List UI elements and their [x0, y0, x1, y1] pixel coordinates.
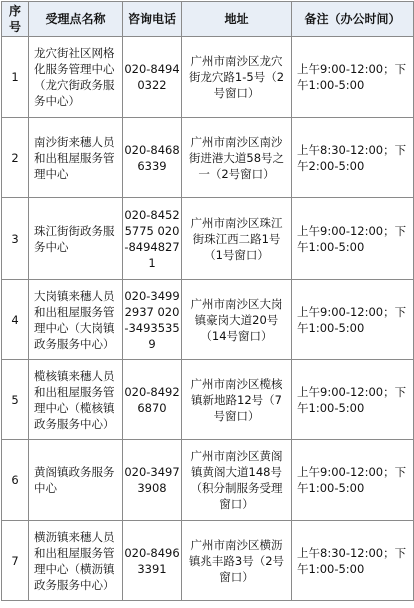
table-row	[2, 360, 414, 440]
row-address: 广州市南沙区大岗镇豪岗大道20号（14号窗口）	[182, 280, 292, 360]
row-no: 2	[2, 118, 29, 198]
row-no: 4	[2, 280, 29, 360]
table-row	[2, 521, 414, 601]
row-no: 3	[2, 198, 29, 280]
row-address: 广州市南沙区榄核镇新地路12号（7号窗口）	[182, 360, 292, 440]
row-no: 5	[2, 360, 29, 440]
row-name: 横沥镇来穗人员和出租屋服务管理中心（横沥镇政务服务中心）	[29, 521, 123, 601]
row-phone: 020-84926870	[123, 360, 182, 440]
row-address: 广州市南沙区龙穴街龙穴路1-5号（2号窗口）	[182, 37, 292, 118]
row-note: 上午9:00-12:00；下午1:00-5:00	[292, 198, 414, 280]
row-address: 广州市南沙区珠江街珠江西二路1号（1号窗口）	[182, 198, 292, 280]
row-note: 上午9:00-12:00；下午1:00-5:00	[292, 440, 414, 521]
header-note: 备注（办公时间）	[292, 2, 414, 37]
table-row	[2, 280, 414, 360]
header-name: 受理点名称	[29, 2, 123, 37]
row-no: 6	[2, 440, 29, 521]
header-address: 地址	[182, 2, 292, 37]
header-no: 序号	[2, 2, 29, 37]
row-phone: 020-84686339	[123, 118, 182, 198]
row-note: 上午9:00-12:00；下午1:00-5:00	[292, 360, 414, 440]
table-row	[2, 440, 414, 521]
row-phone: 020-84963391	[123, 521, 182, 601]
row-address: 广州市南沙区南沙街进港大道58号之一（2号窗口）	[182, 118, 292, 198]
header-row	[2, 2, 414, 37]
row-note: 上午9:00-12:00；下午1:00-5:00	[292, 280, 414, 360]
row-no: 1	[2, 37, 29, 118]
row-address: 广州市南沙区横沥镇兆丰路3号（2号窗口）	[182, 521, 292, 601]
row-name: 龙穴街社区网格化服务管理中心（龙穴街政务服务中心）	[29, 37, 123, 118]
row-name: 大岗镇来穗人员和出租屋服务管理中心（大岗镇政务服务中心）	[29, 280, 123, 360]
row-name: 南沙街来穗人员和出租屋服务管理中心	[29, 118, 123, 198]
row-name: 珠江街街政务服务中心	[29, 198, 123, 280]
row-address: 广州市南沙区黄阁镇黄阁大道148号（积分制服务受理窗口）	[182, 440, 292, 521]
row-phone: 020-34992937 020-34935359	[123, 280, 182, 360]
row-no: 7	[2, 521, 29, 601]
row-phone: 020-84940322	[123, 37, 182, 118]
row-phone: 020-34973908	[123, 440, 182, 521]
row-name: 黄阁镇政务服务中心	[29, 440, 123, 521]
row-note: 上午9:00-12:00；下午1:00-5:00	[292, 37, 414, 118]
table-row	[2, 118, 414, 198]
row-phone: 020-84525775 020-84948271	[123, 198, 182, 280]
row-note: 上午8:30-12:00；下午1:00-5:00	[292, 521, 414, 601]
table-row	[2, 37, 414, 118]
table-row	[2, 198, 414, 280]
service-points-table	[1, 1, 414, 601]
header-phone: 咨询电话	[123, 2, 182, 37]
row-name: 榄核镇来穗人员和出租屋服务管理中心（榄核镇政务服务中心）	[29, 360, 123, 440]
row-note: 上午8:30-12:00；下午2:00-5:00	[292, 118, 414, 198]
